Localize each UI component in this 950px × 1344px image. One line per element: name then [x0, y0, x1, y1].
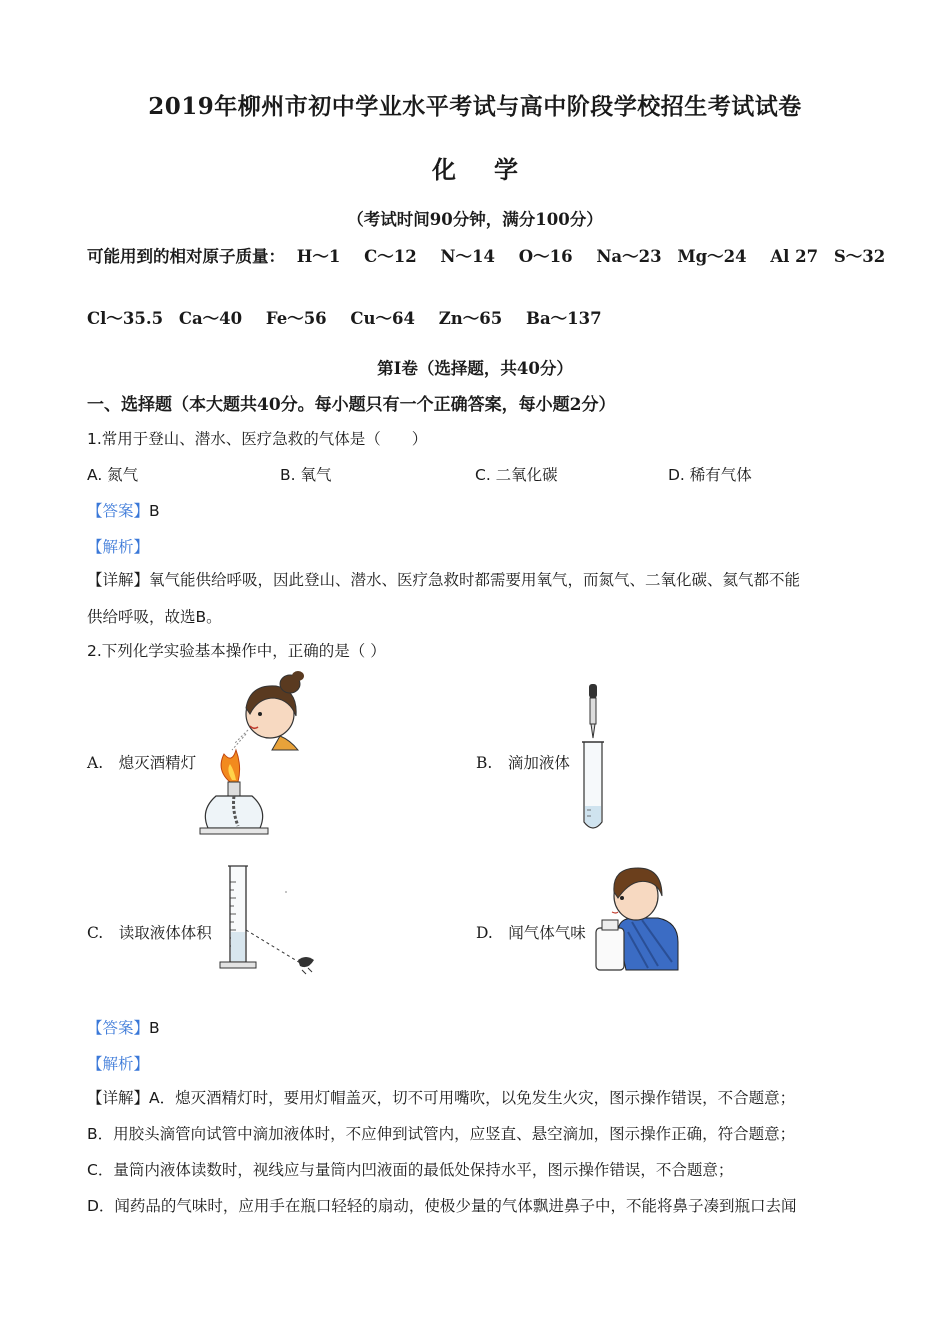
figure-smelling-gas [588, 862, 680, 972]
q1-detail-line-1: 【详解】氧气能供给呼吸，因此登山、潜水、医疗急救时都需要用氧气，而氮气、二氧化碳、氦气都不能 [87, 571, 801, 589]
subject-title: 化学 [432, 155, 556, 184]
atomic-mass-item: N～14 [440, 247, 495, 266]
figure-graduated-cylinder [216, 862, 322, 978]
q2-detail-b: B．用胶头滴管向试管中滴加液体时，不应伸到试管内，应竖直、悬空滴加，图示操作正确，符合题意； [87, 1125, 796, 1143]
answer-tag: 【答案】 [87, 1019, 150, 1037]
answer-value: B [149, 1019, 160, 1037]
figure-alcohol-lamp [198, 670, 310, 836]
figure-dropper-test-tube [578, 682, 608, 834]
q2-option-d-label: D. 闻气体气味 [476, 924, 586, 942]
atomic-mass-item: Ca～40 [178, 309, 243, 328]
q2-detail-d: D．闻药品的气味时，应用手在瓶口轻轻的扇动，使极少量的气体飘进鼻子中，不能将鼻子凑到瓶口去闻 [87, 1197, 797, 1215]
analysis-tag: 【解析】 [87, 538, 150, 556]
part-1-title: 第Ⅰ卷（选择题，共40分） [377, 359, 573, 378]
q1-option-c: C. 二氧化碳 [475, 466, 558, 484]
analysis-tag: 【解析】 [87, 1055, 150, 1073]
q2-detail-a: 【详解】A．熄灭酒精灯时，要用灯帽盖灭，切不可用嘴吹，以免发生火灾，图示操作错误，不合题意； [87, 1089, 796, 1107]
answer-tag: 【答案】 [87, 502, 150, 520]
q2-detail-c: C．量筒内液体读数时，视线应与量筒内凹液面的最低处保持水平，图示操作错误，不合题意； [87, 1161, 734, 1179]
atomic-mass-item: O～16 [518, 247, 573, 266]
atomic-mass-item: Zn～65 [438, 309, 503, 328]
q2-analysis-tag [87, 1052, 149, 1074]
q2-stem: 2.下列化学实验基本操作中，正确的是（ ） [87, 642, 386, 660]
q2-answer [87, 1016, 160, 1038]
q2-option-c-label: C. 读取液体体积 [87, 924, 212, 942]
atomic-mass-item: Mg～24 [677, 247, 747, 266]
q1-option-a: A. 氮气 [87, 466, 139, 484]
exam-time-info: （考试时间90分钟，满分100分） [347, 210, 603, 229]
atomic-mass-item: S～32 [833, 247, 886, 266]
q1-analysis-tag [87, 535, 149, 557]
q2-option-b-label: B. 滴加液体 [476, 754, 570, 772]
atomic-mass-label: 可能用到的相对原子质量： [87, 247, 285, 266]
atomic-mass-row-1 [87, 243, 885, 267]
atomic-mass-item: Cu～64 [350, 309, 416, 328]
q1-stem: 1.常用于登山、潜水、医疗急救的气体是（ ） [87, 430, 428, 448]
q1-answer [87, 499, 160, 521]
atomic-mass-item: Al 27 [770, 247, 819, 266]
atomic-mass-item: Cl～35.5 [87, 309, 164, 328]
q1-detail-line-2: 供给呼吸，故选B。 [87, 608, 222, 626]
section-1-title: 一、选择题（本大题共40分。每小题只有一个正确答案，每小题2分） [87, 395, 616, 415]
atomic-mass-item: C～12 [364, 247, 417, 266]
atomic-mass-item: H～1 [296, 247, 341, 266]
atomic-mass-row-2 [87, 305, 620, 329]
q1-option-d: D. 稀有气体 [668, 466, 752, 484]
atomic-mass-item: Ba～137 [526, 309, 602, 328]
answer-value: B [149, 502, 160, 520]
atomic-mass-item: Na～23 [596, 247, 662, 266]
atomic-mass-item: Fe～56 [265, 309, 327, 328]
q2-option-a-label: A. 熄灭酒精灯 [87, 754, 197, 772]
exam-title: 2019年柳州市初中学业水平考试与高中阶段学校招生考试试卷 [148, 93, 802, 120]
q1-option-b: B. 氧气 [280, 466, 332, 484]
